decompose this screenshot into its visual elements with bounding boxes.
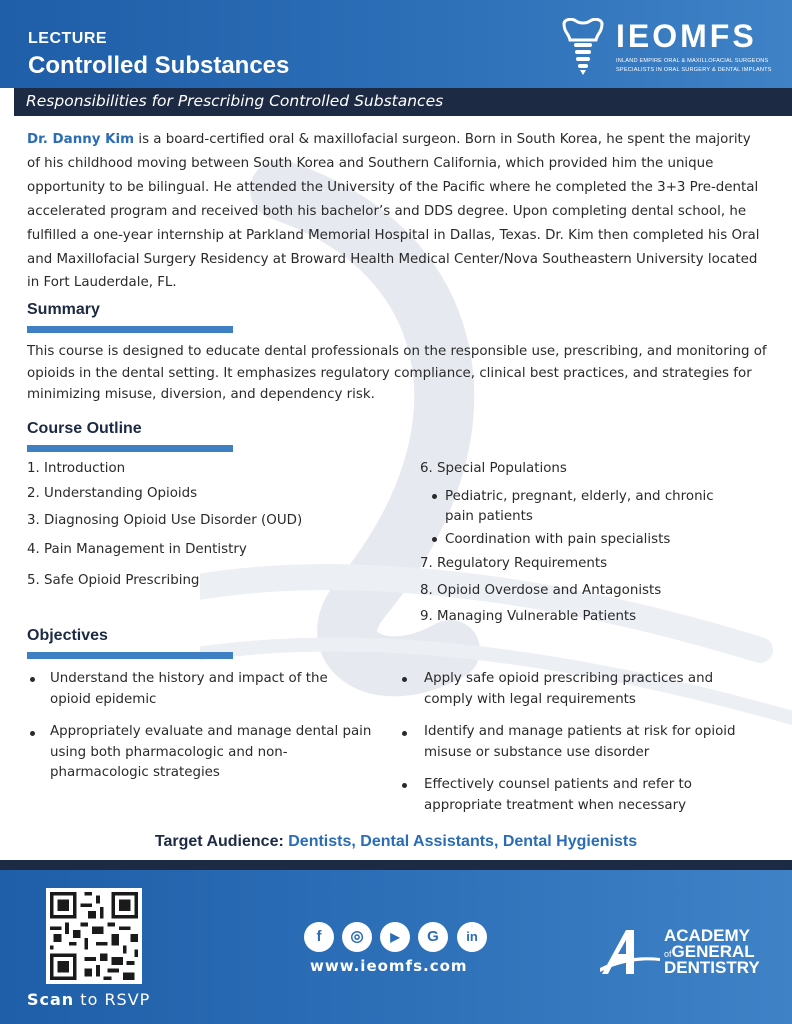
outline-item: 3. Diagnosing Opioid Use Disorder (OUD) [27, 513, 303, 528]
objective-item: Understand the history and impact of the opioid epidemic [50, 671, 328, 707]
website-link[interactable]: www.ieomfs.com [310, 957, 468, 975]
bullet-dot [30, 677, 35, 682]
footer-divider [0, 860, 792, 870]
objectives-heading: Objectives [27, 627, 108, 644]
outline-item: 2. Understanding Opioids [27, 486, 198, 501]
agd-logo-mark [600, 928, 664, 976]
scan-to-rsvp [27, 990, 150, 1009]
lecture-label: LECTURE [28, 30, 108, 47]
scan-rest: to RSVP [74, 990, 151, 1009]
summary-text: This course is designed to educate dental professionals on the responsible use, prescribing, and monitoring of opioids in the dental setting. It emphasizes regulatory compliance, clinical best practices, and strategies for minimizing misuse, diversion, and dependency risk. [27, 344, 767, 402]
objective-item: Apply safe opioid prescribing practices and comply with legal requirements [424, 671, 714, 707]
outline-item: 9. Managing Vulnerable Patients [420, 609, 637, 624]
outline-rule [27, 445, 233, 452]
facebook-icon[interactable]: f [304, 922, 334, 952]
speaker-bio-text: is a board-certified oral & maxillofacial surgeon. Born in South Korea, he spent the majority of his childhood moving between South Korea and Southern California, which provided him the unique opportunity to be bilingual. He attended the University of the Pacific where he completed the 3+3 Pre-dental accelerated program and received both his bachelor’s and DDS degree. Upon completing dental school, he fulfilled a one-year internship at Parkland Memorial Hospital in Dallas, Texas. Dr. Kim then completed his Oral and Maxillofacial Surgery Residency at Broward Health Medical Center/Nova Southeastern University located in Fort Lauderdale, FL. [27, 132, 760, 291]
summary-rule [27, 326, 233, 333]
bullet-dot [402, 731, 407, 736]
bullet-dot [432, 537, 437, 542]
scan-bold: Scan [27, 990, 75, 1009]
target-audience-list: Dentists, Dental Assistants, Dental Hygienists [288, 833, 638, 850]
target-label: Target Audience: [154, 833, 284, 850]
outline-item: 4. Pain Management in Dentistry [27, 542, 247, 557]
outline-item: 1. Introduction [27, 461, 126, 476]
speaker-name: Dr. Danny Kim [27, 132, 135, 147]
speaker-bio [27, 128, 767, 295]
bullet-dot [432, 494, 437, 499]
lecture-title: Controlled Substances [28, 52, 290, 79]
rsvp-qr-code[interactable] [46, 888, 142, 984]
google-icon[interactable]: G [418, 922, 448, 952]
agd-general: GENERAL [671, 942, 755, 961]
logo-tagline-1: INLAND EMPIRE ORAL & MAXILLOFACIAL SURGEONS [616, 58, 769, 64]
agd-of: of [664, 949, 672, 959]
bullet-dot [402, 783, 407, 788]
ieomfs-logo[interactable] [560, 16, 776, 80]
outline-item: 8. Opioid Overdose and Antagonists [420, 583, 662, 598]
summary-heading: Summary [27, 301, 100, 318]
objective-item: Effectively counsel patients and refer to appropriate treatment when necessary [424, 777, 692, 813]
agd-line-1: ACADEMY [664, 926, 750, 945]
instagram-icon[interactable]: ◎ [342, 922, 372, 952]
outline-item: 6. Special Populations [420, 461, 567, 476]
outline-item: 5. Safe Opioid Prescribing [27, 573, 200, 588]
linkedin-icon[interactable]: in [457, 922, 487, 952]
objective-item: Appropriately evaluate and manage dental pain using both pharmacologic and non-pharmacologic strategies [50, 724, 372, 780]
bullet-dot [30, 731, 35, 736]
header-banner [0, 0, 792, 88]
youtube-icon[interactable]: ▶ [380, 922, 410, 952]
logo-wordmark: IEOMFS [616, 18, 757, 54]
tooth-implant-icon [560, 18, 606, 76]
bullet-dot [402, 677, 407, 682]
target-audience [0, 833, 792, 851]
outline-item: 7. Regulatory Requirements [420, 556, 608, 571]
agd-line-3: DENTISTRY [664, 958, 760, 977]
outline-heading: Course Outline [27, 420, 142, 437]
subtitle-bar [14, 88, 792, 116]
outline-sub-bullet: Pediatric, pregnant, elderly, and chronic pain patients [445, 489, 714, 524]
lecture-subtitle: Responsibilities for Prescribing Controlled Substances [26, 92, 444, 110]
logo-tagline-2: SPECIALISTS IN ORAL SURGERY & DENTAL IMPLANTS [616, 67, 772, 73]
objective-item: Identify and manage patients at risk for opioid misuse or substance use disorder [424, 724, 736, 760]
outline-sub-bullet: Coordination with pain specialists [445, 532, 671, 547]
objectives-rule [27, 652, 233, 659]
